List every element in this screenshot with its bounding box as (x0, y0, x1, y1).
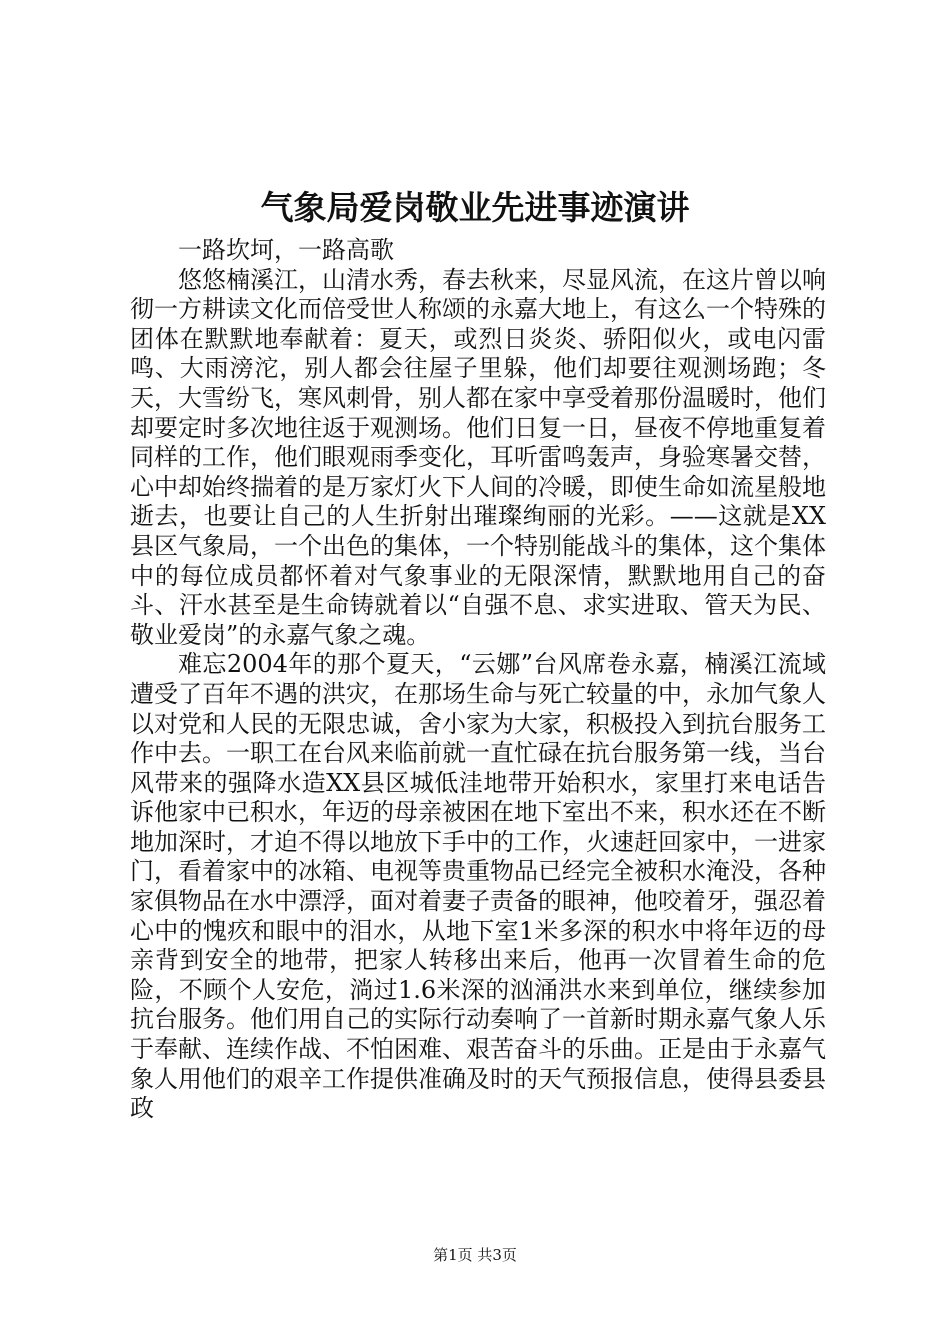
paragraph: 悠悠楠溪江，山清水秀，春去秋来，尽显风流，在这片曾以响彻一方耕读文化而倍受世人称颂的永嘉大地上，有这么一个特殊的团体在默默地奉献着：夏天，或烈日炎炎、骄阳似火，或电闪雷鸣、大雨滂沱，别人都会往屋子里躲，他们却要往观测场跑；冬天，大雪纷飞，寒风刺骨，别人都在家中享受着那份温暖时，他们却要定时多次地往返于观测场。他们日复一日，昼夜不停地重复着同样的工作，他们眼观雨季变化，耳听雷鸣轰声，身验寒暑交替，心中却始终揣着的是万家灯火下人间的冷暖，即使生命如流星般地逝去，也要让自己的人生折射出璀璨绚丽的光彩。——这就是XX县区气象局，一个出色的集体，一个特别能战斗的集体，这个集体中的每位成员都怀着对气象事业的无限深情，默默地用自己的奋斗、汗水甚至是生命铸就着以“自强不息、求实进取、管天为民、敬业爱岗”的永嘉气象之魂。 (130, 265, 826, 649)
paragraph: 难忘2004年的那个夏天，“云娜”台风席卷永嘉，楠溪江流域遭受了百年不遇的洪灾，在那场生命与死亡较量的中，永加气象人以对党和人民的无限忠诚，舍小家为大家，积极投入到抗台服务工作中去。一职工在台风来临前就一直忙碌在抗台服务第一线，当台风带来的强降水造XX县区城低洼地带开始积水，家里打来电话告诉他家中已积水，年迈的母亲被困在地下室出不来，积水还在不断地加深时，才迫不得以地放下手中的工作，火速赶回家中，一进家门，看着家中的冰箱、电视等贵重物品已经完全被积水淹没，各种家俱物品在水中漂浮，面对着妻子责备的眼神，他咬着牙，强忍着心中的愧疚和眼中的泪水，从地下室1米多深的积水中将年迈的母亲背到安全的地带，把家人转移出来后，他再一次冒着生命的危险，不顾个人安危，淌过1.6米深的汹涌洪水来到单位，继续参加抗台服务。他们用自己的实际行动奏响了一首新时期永嘉气象人乐于奉献、连续作战、不怕困难、艰苦奋斗的乐曲。正是由于永嘉气象人用他们的艰辛工作提供准确及时的天气预报信息，使得县委县政 (130, 650, 826, 1123)
document-body (130, 236, 826, 1124)
subtitle-line: 一路坎坷，一路高歌 (178, 236, 394, 264)
document-title: 气象局爱岗敬业先进事迹演讲 (260, 188, 690, 227)
page-footer: 第1页 共3页 (433, 1246, 517, 1264)
